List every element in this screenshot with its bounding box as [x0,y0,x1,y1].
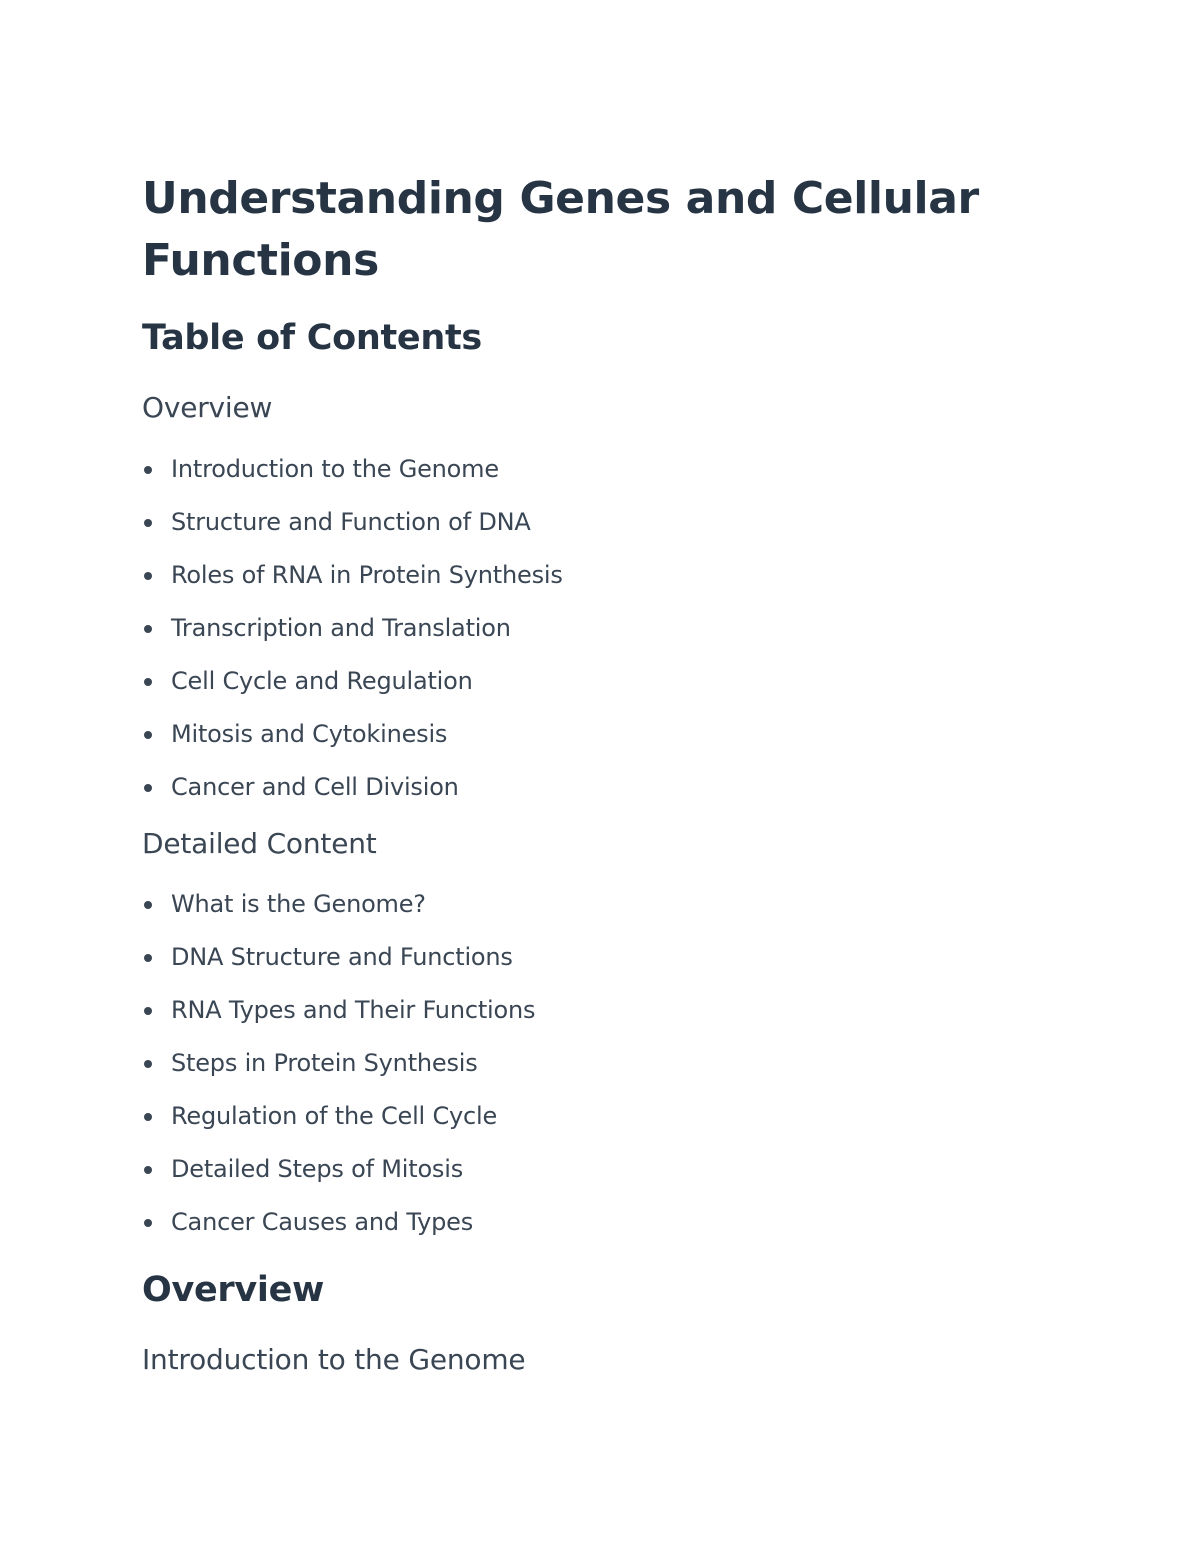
toc-item-cancer-causes-and-types[interactable] [142,1205,535,1258]
list-item-label: Cancer and Cell Division [171,773,459,801]
list-item-label: Introduction to the Genome [171,455,499,483]
toc-item-dna-structure-and-functions[interactable] [142,940,535,993]
bullet-icon [144,466,152,474]
list-item-label: Roles of RNA in Protein Synthesis [171,561,563,589]
toc-item-structure-and-function-of-dna[interactable] [142,505,563,558]
list-item-label: RNA Types and Their Functions [171,996,536,1024]
bullet-icon [144,954,152,962]
toc-item-roles-of-rna[interactable] [142,558,563,611]
bullet-icon [144,1007,152,1015]
list-item-label: Cancer Causes and Types [171,1208,474,1236]
toc-overview-list [142,452,563,823]
toc-item-steps-in-protein-synthesis[interactable] [142,1046,535,1099]
bullet-icon [144,572,152,580]
bullet-icon [144,625,152,633]
section-heading-overview: Overview [142,1270,325,1310]
toc-item-introduction-to-the-genome[interactable] [142,452,563,505]
list-item-label: DNA Structure and Functions [171,943,513,971]
toc-item-transcription-and-translation[interactable] [142,611,563,664]
toc-heading: Table of Contents [142,318,482,358]
bullet-icon [144,784,152,792]
list-item-label: Regulation of the Cell Cycle [171,1102,498,1130]
document-title: Understanding Genes and Cellular Functions [142,173,979,286]
bullet-icon [144,678,152,686]
bullet-icon [144,1166,152,1174]
toc-overview-heading: Overview [142,391,273,424]
toc-item-what-is-the-genome[interactable] [142,887,535,940]
bullet-icon [144,731,152,739]
section-subheading-introduction: Introduction to the Genome [142,1343,526,1376]
toc-item-mitosis-and-cytokinesis[interactable] [142,717,563,770]
toc-item-cell-cycle-and-regulation[interactable] [142,664,563,717]
toc-item-detailed-steps-of-mitosis[interactable] [142,1152,535,1205]
list-item-label: Cell Cycle and Regulation [171,667,473,695]
toc-item-rna-types[interactable] [142,993,535,1046]
toc-item-cancer-and-cell-division[interactable] [142,770,563,823]
list-item-label: Mitosis and Cytokinesis [171,720,448,748]
toc-detailed-heading: Detailed Content [142,827,377,860]
bullet-icon [144,1113,152,1121]
list-item-label: Detailed Steps of Mitosis [171,1155,464,1183]
list-item-label: Transcription and Translation [171,614,511,642]
toc-item-regulation-of-the-cell-cycle[interactable] [142,1099,535,1152]
bullet-icon [144,901,152,909]
bullet-icon [144,519,152,527]
bullet-icon [144,1219,152,1227]
list-item-label: Structure and Function of DNA [171,508,531,536]
bullet-icon [144,1060,152,1068]
list-item-label: What is the Genome? [171,890,426,918]
list-item-label: Steps in Protein Synthesis [171,1049,478,1077]
toc-detailed-list [142,887,535,1258]
